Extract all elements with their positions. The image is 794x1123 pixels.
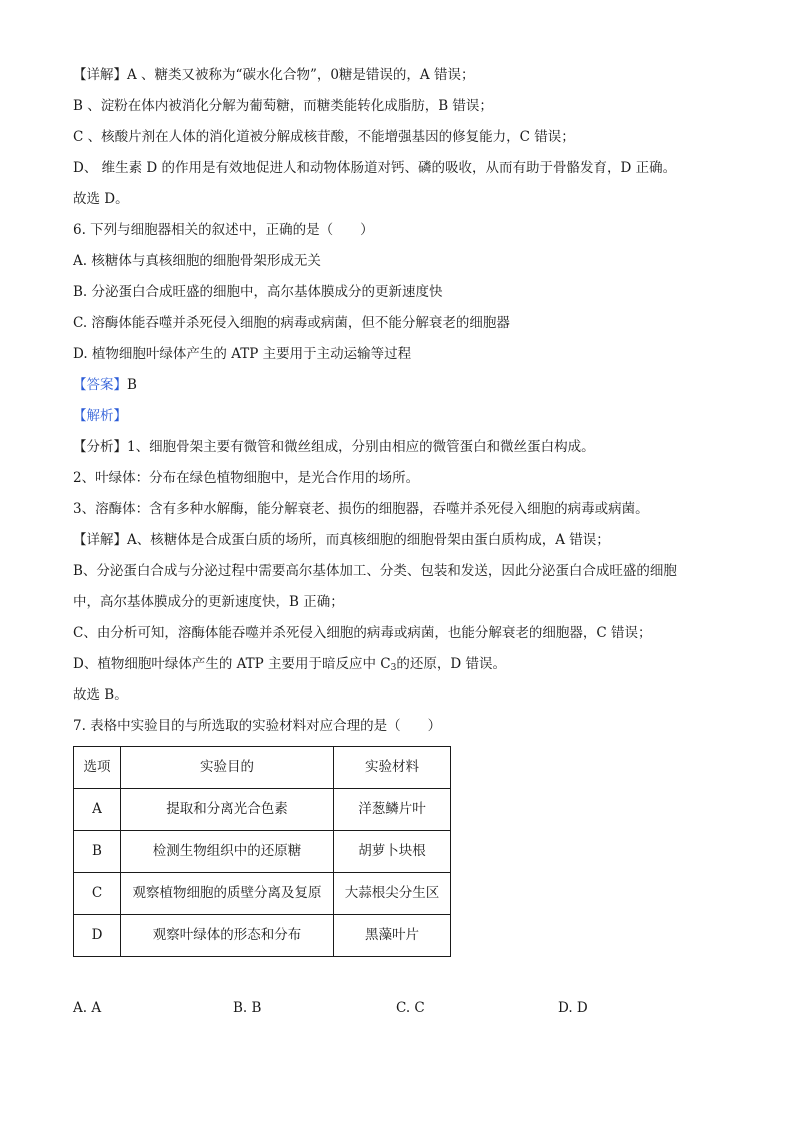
table-cell: 黑藻叶片 [334,915,451,957]
detail-line-3: C 、核酸片剂在人体的消化道被分解成核苷酸，不能增强基因的修复能力，C 错误； [73,129,575,145]
q6-fenxi-1: 【分析】1、细胞骨架主要有微管和微丝组成，分别由相应的微管蛋白和微丝蛋白构成。 [73,439,595,455]
table-row [74,831,451,873]
table-cell: 胡萝卜块根 [334,831,451,873]
table-cell: 大蒜根尖分生区 [334,873,451,915]
c3-subscript: 3 [390,663,397,673]
table-row [74,915,451,957]
q6-option-a: A. 核糖体与真核细胞的细胞骨架形成无关 [73,253,321,269]
table-cell: 洋葱鳞片叶 [334,789,451,831]
answer-value: B [127,377,137,393]
fenxi-tag: 【分析】 [73,439,127,455]
table-header-row [74,747,451,789]
conclusion-5: 故选 D。 [73,191,129,207]
table-cell: 检测生物组织中的还原糖 [121,831,334,873]
table-cell: 观察植物细胞的质壁分离及复原 [121,873,334,915]
table-row [74,873,451,915]
table-cell: 观察叶绿体的形态和分布 [121,915,334,957]
table-cell: B [74,831,121,873]
xiangjie-tag: 【详解】 [73,532,127,548]
q6-fenxi-2: 2、叶绿体：分布在绿色植物细胞中，是光合作用的场所。 [73,470,420,486]
q6-analysis-heading [73,401,723,432]
q7-option-d: D. D [558,1000,588,1016]
q6-detail-1: 【详解】A、核糖体是合成蛋白质的场所，而真核细胞的细胞骨架由蛋白质构成，A 错误； [73,532,610,548]
q6-detail-2a: B、分泌蛋白合成与分泌过程中需要高尔基体加工、分类、包装和发送，因此分泌蛋白合成旺盛的细胞 [73,563,677,579]
q6-detail-4: D、植物细胞叶绿体产生的 ATP 主要用于暗反应中 $C_3$的还原，D 错误。 [73,656,506,673]
q6-conclusion: 故选 B。 [73,687,128,703]
table-header-cell: 选项 [74,747,121,789]
document-page [73,60,723,1023]
detail-line-1: 【详解】A 、糖类又被称为“碳水化合物”，0糖是错误的，A 错误； [73,67,475,83]
detail-line-2: B 、淀粉在体内被消化分解为葡萄糖，而糖类能转化成脂肪，B 错误； [73,98,493,114]
detail-line-4: D、 维生素 D 的作用是有效地促进人和动物体肠道对钙、磷的吸收，从而有助于骨骼发育，D 正确。 [73,160,677,176]
table-header-cell: 实验目的 [121,747,334,789]
table-cell: D [74,915,121,957]
question-7-stem: 7. 表格中实验目的与所选取的实验材料对应合理的是（ ） [73,718,442,734]
q7-option-b: B. B [233,1000,262,1016]
q6-detail-2b: 中，高尔基体膜成分的更新速度快，B 正确； [73,594,344,610]
q6-answer [73,370,723,401]
q7-options [73,993,723,1023]
q6-option-b: B. 分泌蛋白合成旺盛的细胞中，高尔基体膜成分的更新速度快 [73,284,443,300]
answer-tag: 【答案】 [73,377,127,393]
table-cell: 提取和分离光合色素 [121,789,334,831]
table-header-cell: 实验材料 [334,747,451,789]
q7-option-a: A. A [73,1000,102,1016]
q6-fenxi-3: 3、溶酶体：含有多种水解酶，能分解衰老、损伤的细胞器，吞噬并杀死侵入细胞的病毒或病菌。 [73,501,649,517]
table-row [74,789,451,831]
table-cell: C [74,873,121,915]
table-cell: A [74,789,121,831]
q6-detail-3: C、由分析可知，溶酶体能吞噬并杀死侵入细胞的病毒或病菌，也能分解衰老的细胞器，C 错误； [73,625,652,641]
experiment-table [73,746,451,957]
q7-option-c: C. C [396,1000,425,1016]
detail-tag: 【详解】 [73,67,127,83]
q6-option-d: D. 植物细胞叶绿体产生的 ATP 主要用于主动运输等过程 [73,346,412,362]
question-6-stem: 6. 下列与细胞器相关的叙述中，正确的是（ ） [73,222,374,238]
analysis-tag: 【解析】 [73,408,127,424]
q6-option-c: C. 溶酶体能吞噬并杀死侵入细胞的病毒或病菌，但不能分解衰老的细胞器 [73,315,510,331]
